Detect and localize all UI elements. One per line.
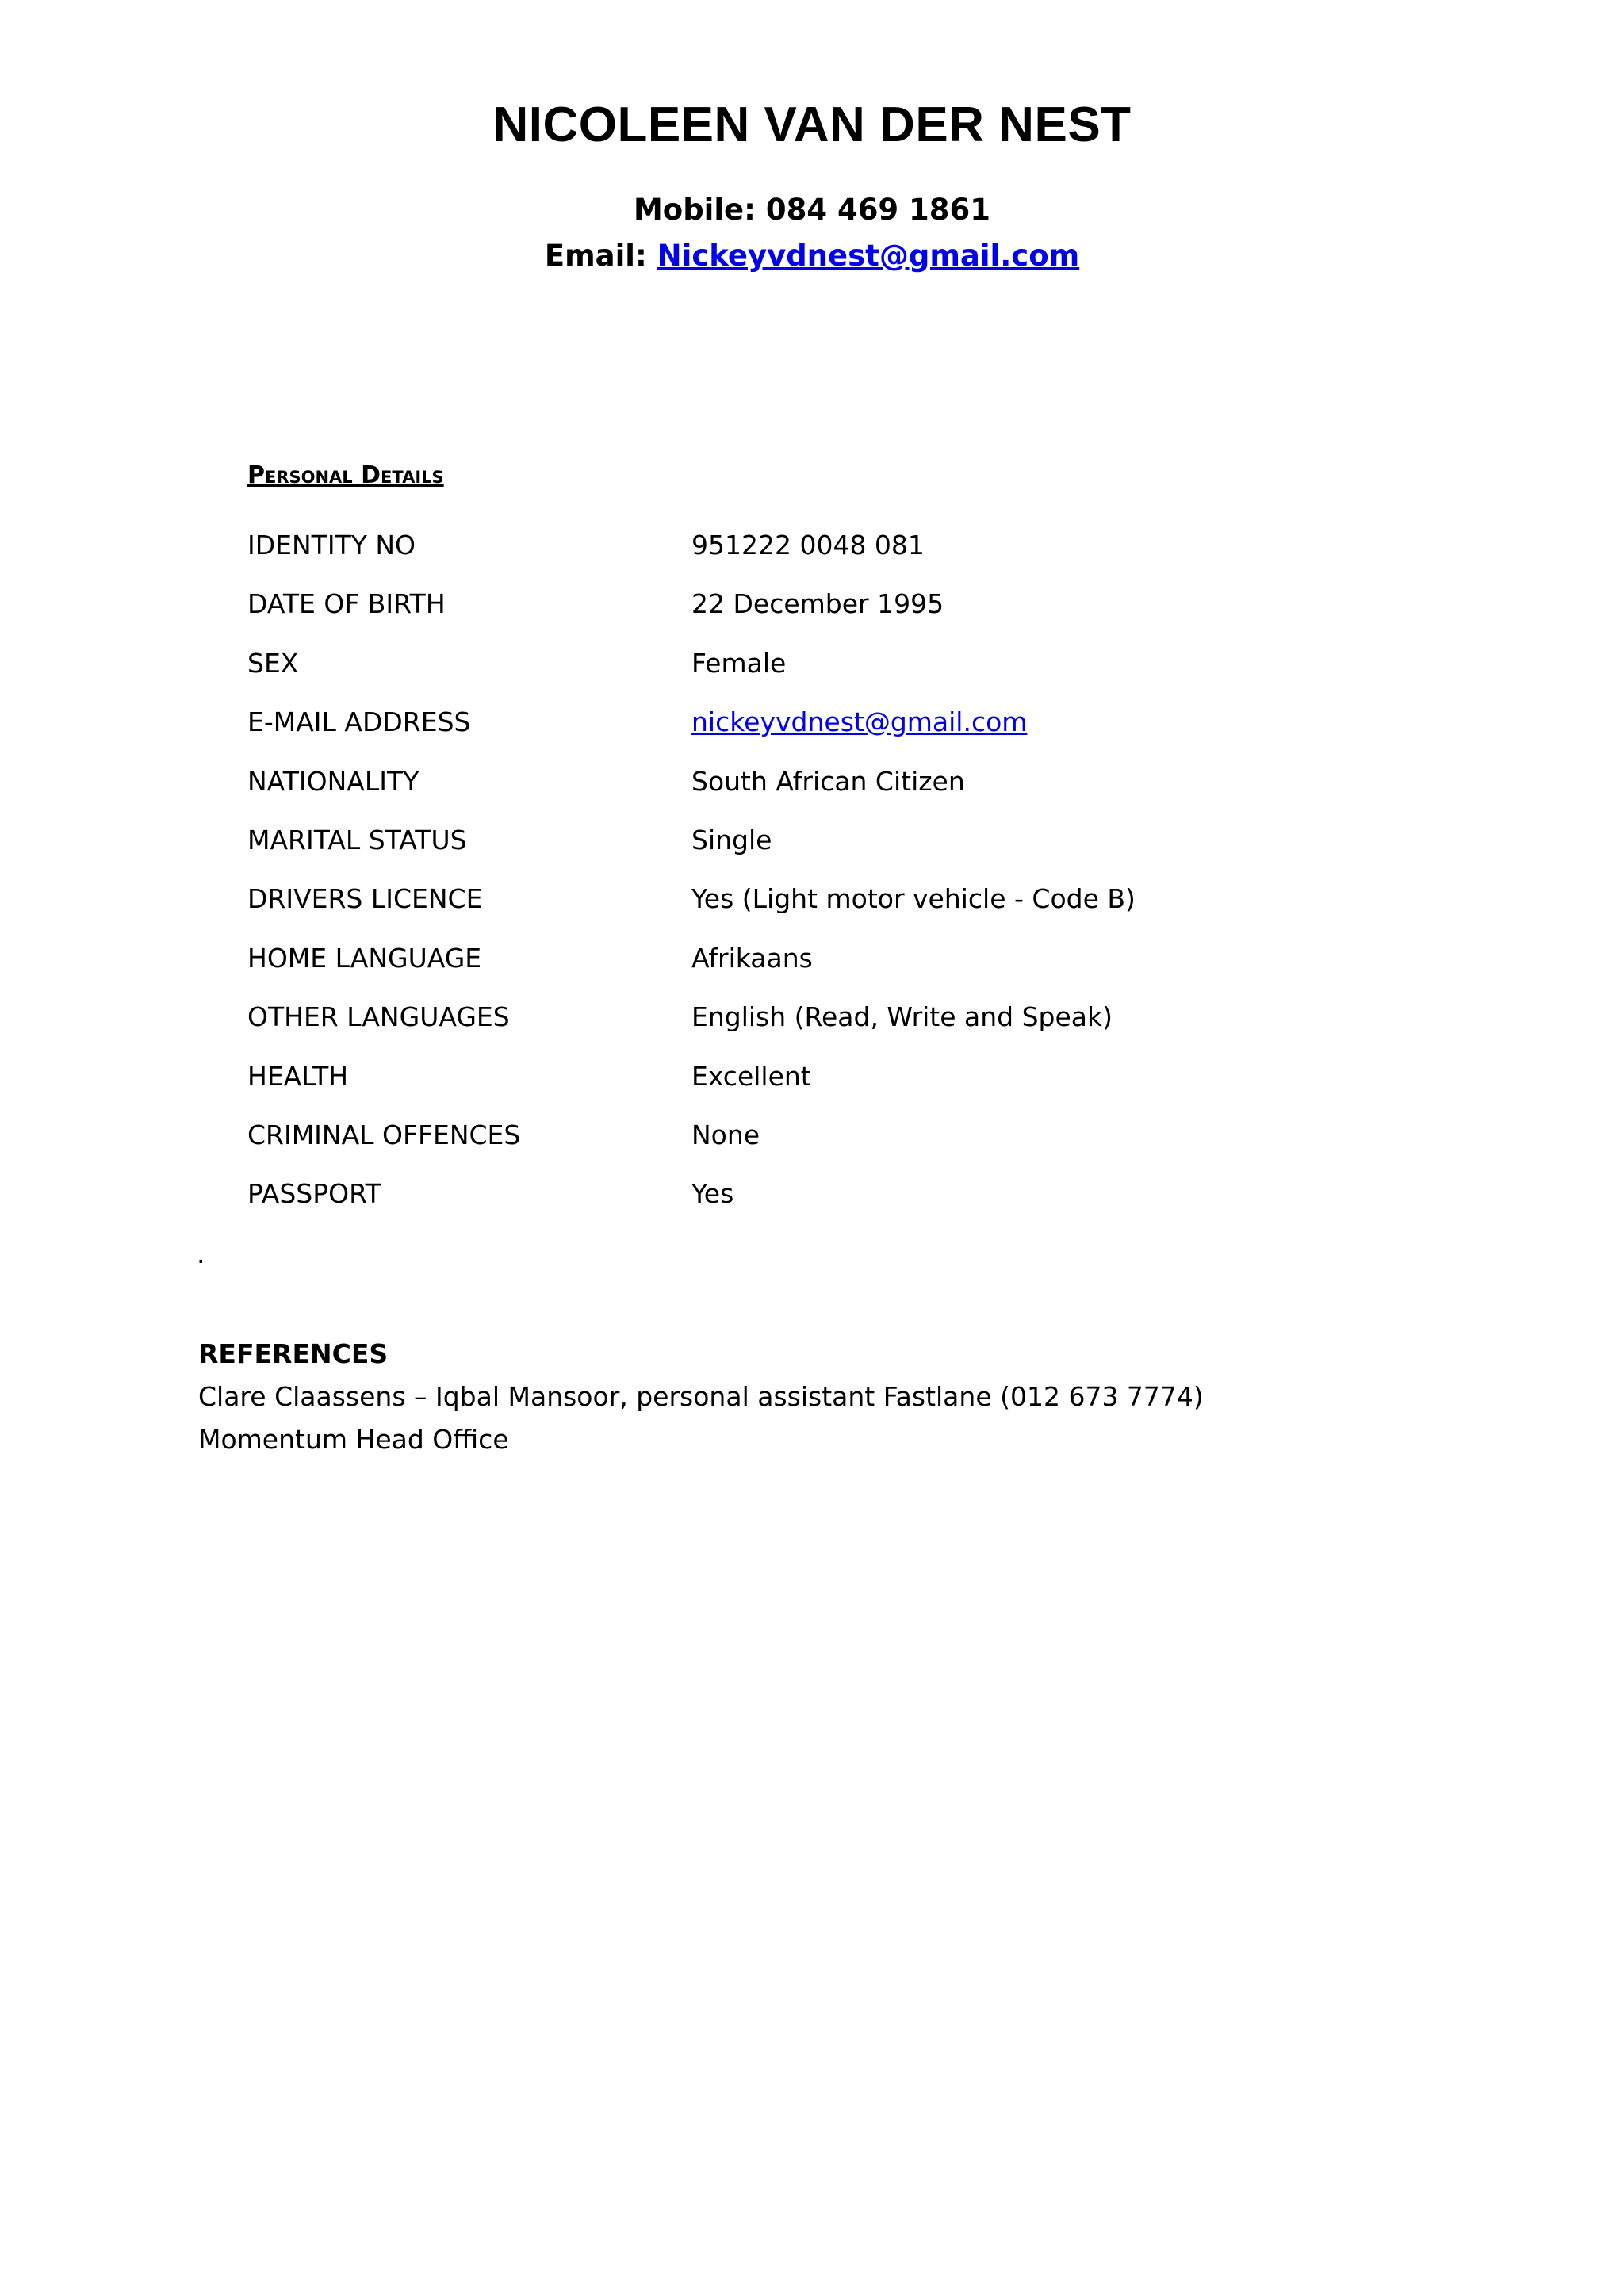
detail-row-other-languages	[247, 1000, 1358, 1058]
detail-row-sex	[247, 646, 1358, 705]
detail-label: HEALTH	[247, 1060, 349, 1092]
detail-row-email	[247, 705, 1358, 763]
detail-row-marital-status	[247, 823, 1358, 882]
detail-row-health	[247, 1059, 1358, 1118]
personal-details-list	[247, 528, 1358, 1236]
detail-label: HOME LANGUAGE	[247, 942, 482, 974]
mobile-value: 084 469 1861	[765, 193, 991, 227]
detail-label: MARITAL STATUS	[247, 824, 467, 855]
contact-mobile	[0, 190, 1624, 230]
email-link[interactable]: Nickeyvdnest@gmail.com	[657, 239, 1080, 273]
detail-value: Yes	[691, 1178, 734, 1210]
detail-value: Afrikaans	[691, 942, 813, 974]
detail-row-home-language	[247, 941, 1358, 1000]
detail-row-date-of-birth	[247, 587, 1358, 645]
detail-value: 951222 0048 081	[691, 530, 925, 561]
detail-label: NATIONALITY	[247, 765, 419, 797]
reference-line: Clare Claassens – Iqbal Mansoor, personal assistant Fastlane (012 673 7774)	[198, 1381, 1204, 1412]
detail-label: DRIVERS LICENCE	[247, 883, 483, 915]
detail-label: E-MAIL ADDRESS	[247, 706, 471, 738]
detail-row-criminal-offences	[247, 1118, 1358, 1177]
detail-row-identity	[247, 528, 1358, 587]
trailing-period: .	[197, 1238, 205, 1269]
detail-label: CRIMINAL OFFENCES	[247, 1119, 521, 1150]
contact-email	[0, 236, 1624, 276]
detail-email-link[interactable]: nickeyvdnest@gmail.com	[691, 706, 1028, 738]
detail-value: Female	[691, 647, 787, 679]
detail-value: None	[691, 1119, 760, 1150]
detail-value: Single	[691, 824, 772, 855]
detail-label: IDENTITY NO	[247, 530, 416, 561]
detail-row-nationality	[247, 764, 1358, 823]
detail-row-passport	[247, 1177, 1358, 1235]
detail-value: Yes (Light motor vehicle - Code B)	[691, 883, 1136, 915]
detail-label: PASSPORT	[247, 1178, 381, 1210]
detail-value: 22 December 1995	[691, 588, 944, 620]
detail-label: DATE OF BIRTH	[247, 588, 446, 620]
reference-line: Momentum Head Office	[198, 1424, 509, 1455]
detail-label: SEX	[247, 647, 299, 679]
detail-row-drivers-licence	[247, 882, 1358, 940]
detail-label: OTHER LANGUAGES	[247, 1001, 510, 1033]
detail-value: South African Citizen	[691, 765, 965, 797]
personal-details-heading: Personal Details	[247, 461, 444, 489]
candidate-name: NICOLEEN VAN DER NEST	[492, 98, 1132, 152]
mobile-label: Mobile:	[633, 193, 756, 227]
detail-value: Excellent	[691, 1060, 811, 1092]
detail-value: English (Read, Write and Speak)	[691, 1001, 1113, 1033]
references-heading: REFERENCES	[198, 1338, 389, 1369]
email-label: Email:	[544, 239, 647, 273]
